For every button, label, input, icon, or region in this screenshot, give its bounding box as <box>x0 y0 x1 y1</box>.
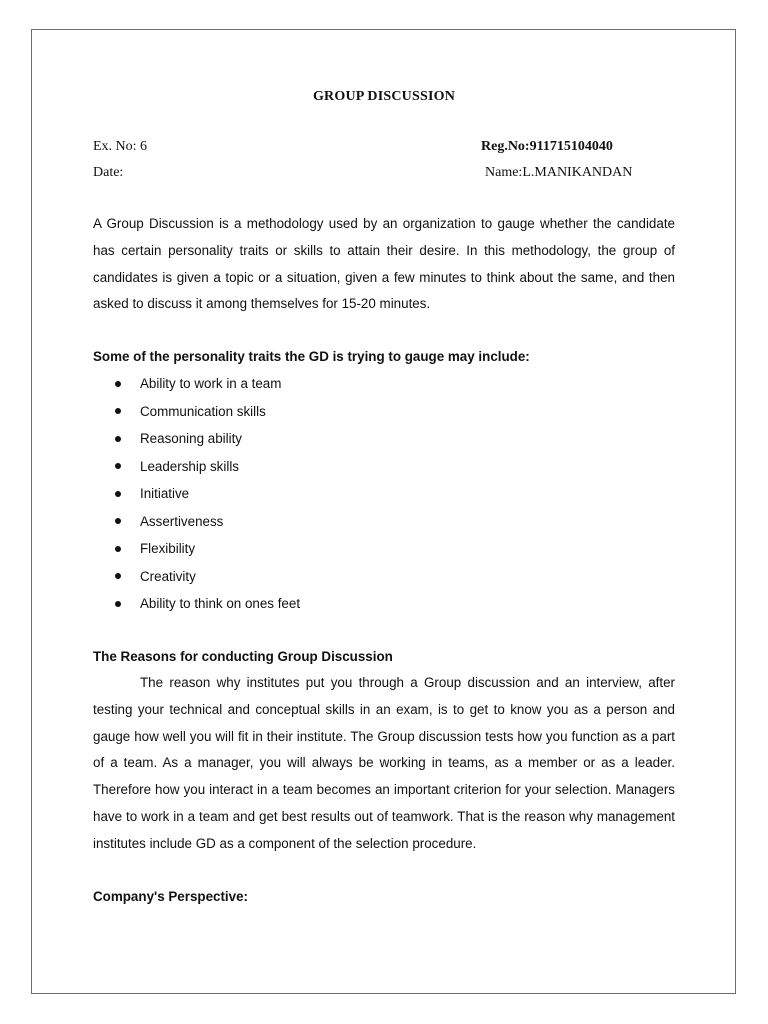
name-label: Name: <box>485 165 523 180</box>
bullet-icon <box>115 408 121 414</box>
list-item: Ability to think on ones feet <box>93 590 300 618</box>
bullet-icon <box>115 381 121 387</box>
list-item: Ability to work in a team <box>93 370 300 398</box>
reg-no: Reg.No:911715104040 <box>481 139 613 154</box>
list-item: Reasoning ability <box>93 425 300 453</box>
traits-list <box>93 370 300 618</box>
list-item: Flexibility <box>93 535 300 563</box>
list-item: Assertiveness <box>93 508 300 536</box>
reasons-heading: The Reasons for conducting Group Discussion <box>93 649 393 664</box>
reasons-paragraph: The reason why institutes put you through a Group discussion and an interview, after testing your technical and conceptual skills in an exam, is to get to know you as a person and gauge how well you will fit in their institute. The Group discussion tests how you function as a part of a team. As a manager, you will always be working in teams, as a member or as a leader. Therefore how you interact in a team becomes an important criterion for your selection. Managers have to work in a team and get best results out of teamwork. That is the reason why management institutes include GD as a component of the selection procedure. <box>93 675 675 851</box>
name-value: L.MANIKANDAN <box>522 165 633 180</box>
list-item: Creativity <box>93 563 300 591</box>
bullet-icon <box>115 573 121 579</box>
bullet-icon <box>115 546 121 552</box>
bullet-icon <box>115 491 121 497</box>
document-title: GROUP DISCUSSION <box>312 89 456 104</box>
student-name <box>485 160 632 187</box>
list-item: Leadership skills <box>93 453 300 481</box>
traits-heading: Some of the personality traits the GD is trying to gauge may include: <box>93 349 530 364</box>
intro-paragraph: A Group Discussion is a methodology used by an organization to gauge whether the candidate has certain personality traits or skills to attain their desire. In this methodology, the group of candidates is given a topic or a situation, given a few minutes to think about the same, and then asked to discuss it among themselves for 15-20 minutes. <box>93 216 675 312</box>
company-perspective-heading: Company's Perspective: <box>93 889 249 904</box>
date-label: Date: <box>93 165 124 180</box>
list-item: Initiative <box>93 480 300 508</box>
bullet-icon <box>115 518 121 524</box>
bullet-icon <box>115 436 121 442</box>
list-item: Communication skills <box>93 398 300 426</box>
ex-no: Ex. No: 6 <box>93 139 148 154</box>
bullet-icon <box>115 463 121 469</box>
bullet-icon <box>115 601 121 607</box>
